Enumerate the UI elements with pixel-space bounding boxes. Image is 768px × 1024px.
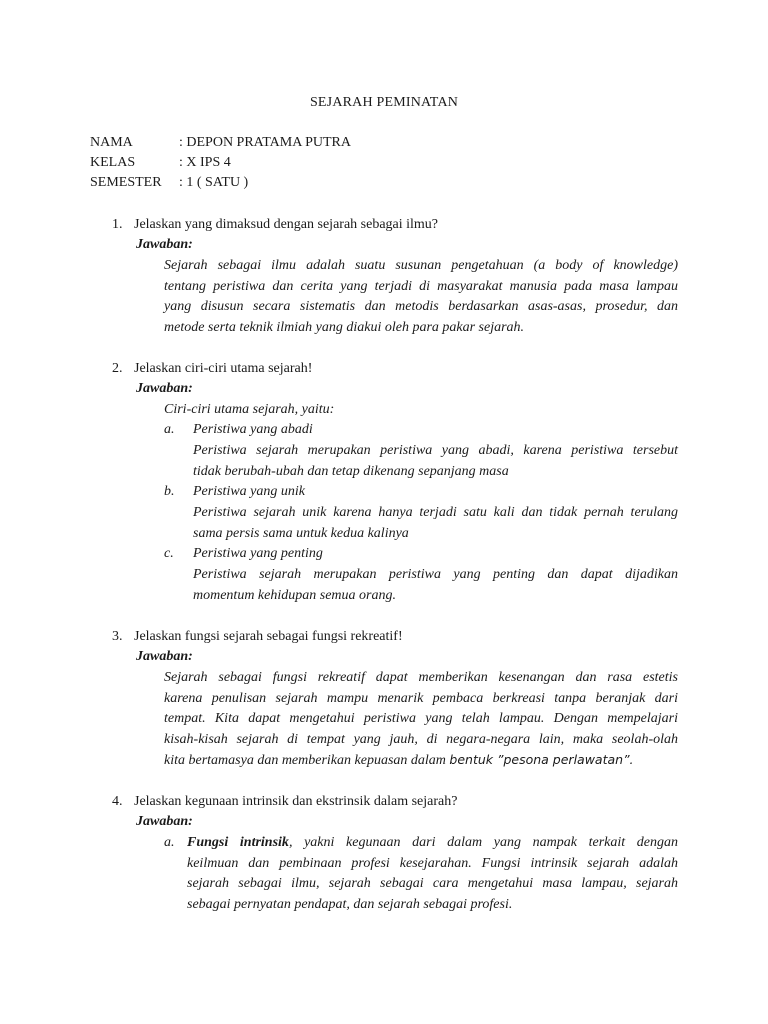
answer-line: tentang peristiwa dan cerita yang terjadi di masyarakat manusia pada masa lampau: [164, 278, 678, 294]
list-body-line: tidak berubah-ubah dan tetap dikenang sepanjang masa: [193, 463, 509, 479]
intrinsik-rest: , yakni kegunaan dari dalam yang nampak terkait dengan: [288, 835, 678, 850]
intrinsik-line: sebagai pernyatan pendapat, dan sejarah sebagai profesi.: [187, 896, 513, 912]
intrinsik-body: [187, 833, 678, 915]
list-label: c.: [164, 546, 174, 561]
question-number: 4.: [112, 794, 123, 809]
semester-label: SEMESTER: [90, 175, 162, 190]
list-label: b.: [164, 484, 175, 499]
answer-1: [164, 256, 678, 338]
answer-2-intro: Ciri-ciri utama sejarah, yaitu:: [164, 402, 335, 417]
list-body-a: [193, 441, 678, 482]
question-number: 1.: [112, 217, 123, 232]
answer-line: tempat. Kita dapat mengetahui peristiwa yang telah lampau. Dengan mempelajari: [164, 711, 678, 726]
list-heading: Peristiwa yang abadi: [193, 422, 313, 437]
answer-line: metode serta teknik ilmiah yang diakui oleh para pakar sejarah.: [164, 319, 525, 335]
answer-line: kisah-kisah sejarah di tempat yang jauh, di negara-negara lain, maka seolah-olah: [164, 731, 678, 747]
jawaban-label: Jawaban:: [136, 237, 193, 252]
question-text: Jelaskan yang dimaksud dengan sejarah sebagai ilmu?: [134, 217, 439, 232]
list-body-c: [193, 565, 678, 606]
jawaban-label: Jawaban:: [136, 381, 193, 396]
answer-line: Sejarah sebagai ilmu adalah suatu susunan pengetahuan (a body of knowledge): [164, 258, 678, 273]
question-number: 2.: [112, 361, 123, 376]
list-body-line: Peristiwa sejarah merupakan peristiwa yang abadi, karena peristiwa tersebut: [193, 443, 678, 458]
intrinsik-term: Fungsi intrinsik: [187, 835, 289, 850]
question-text: Jelaskan kegunaan intrinsik dan ekstrinsik dalam sejarah?: [134, 794, 458, 809]
list-label: a.: [164, 422, 175, 437]
list-body-line: sama persis sama untuk kedua kalinya: [193, 525, 409, 541]
intrinsik-line: keilmuan dan pembinaan profesi kesejarahan. Fungsi intrinsik sejarah adalah: [187, 855, 678, 871]
intrinsik-line: sejarah sebagai ilmu, sejarah sebagai cara mengetahui masa lampau, sejarah: [187, 876, 678, 891]
page-title: SEJARAH PEMINATAN: [309, 95, 459, 110]
semester-value: : 1 ( SATU ): [179, 175, 249, 190]
list-body-line: Peristiwa sejarah merupakan peristiwa yang penting dan dapat dijadikan: [193, 567, 678, 582]
intrinsik-first-line: [187, 833, 678, 854]
cursive-phrase: bentuk ”pesona perlawatan”.: [449, 752, 634, 767]
kelas-value: : X IPS 4: [179, 155, 231, 170]
list-body-b: [193, 503, 678, 544]
list-heading: Peristiwa yang penting: [193, 546, 323, 561]
question-text: Jelaskan ciri-ciri utama sejarah!: [134, 361, 313, 376]
answer-3: [164, 668, 678, 772]
answer-last-text: kita bertamasya dan memberikan kepuasan dalam: [164, 753, 450, 768]
question-text: Jelaskan fungsi sejarah sebagai fungsi rekreatif!: [134, 629, 403, 644]
answer-line: yang disusun secara sistematis dan metodis berdasarkan asas-asas, prosedur, dan: [164, 299, 678, 314]
kelas-row: [90, 153, 231, 174]
jawaban-label: Jawaban:: [136, 814, 193, 829]
list-label: a.: [164, 835, 175, 850]
list-body-line: momentum kehidupan semua orang.: [193, 587, 396, 603]
answer-line: [164, 750, 678, 772]
semester-row: [90, 173, 248, 194]
kelas-label: KELAS: [90, 155, 136, 170]
list-heading: Peristiwa yang unik: [193, 484, 305, 499]
nama-row: [90, 133, 351, 154]
answer-line: karena penulisan sejarah mampu menarik pembaca berkreasi tanpa beranjak dari: [164, 690, 678, 706]
nama-label: NAMA: [90, 135, 133, 150]
list-body-line: Peristiwa sejarah unik karena hanya terjadi satu kali dan tidak pernah terulang: [193, 505, 678, 520]
nama-value: : DEPON PRATAMA PUTRA: [179, 135, 351, 150]
jawaban-label: Jawaban:: [136, 649, 193, 664]
question-number: 3.: [112, 629, 123, 644]
answer-line: Sejarah sebagai fungsi rekreatif dapat memberikan kesenangan dan rasa estetis: [164, 670, 678, 685]
